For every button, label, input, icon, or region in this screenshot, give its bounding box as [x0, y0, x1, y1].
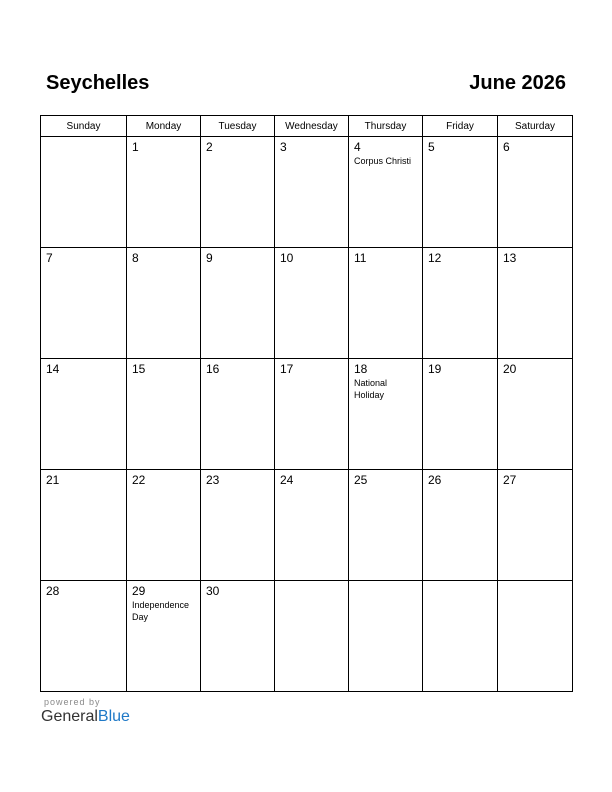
day-number: 30: [206, 584, 220, 598]
day-cell: [201, 581, 275, 692]
holiday-label: [423, 584, 497, 585]
holiday-label: [275, 487, 348, 488]
holiday-label: [127, 487, 200, 488]
day-cell: [41, 248, 127, 359]
day-number: 5: [428, 140, 435, 154]
day-number: 2: [206, 140, 213, 154]
holiday-label: [423, 376, 497, 377]
holiday-label: [201, 265, 274, 266]
brand-general-text: General: [41, 708, 98, 725]
holiday-label: [201, 154, 274, 155]
day-number: 13: [503, 251, 517, 265]
holiday-label: [498, 376, 572, 377]
holiday-label: [41, 487, 126, 488]
day-cell: [201, 470, 275, 581]
country-title: Seychelles: [46, 72, 150, 94]
holiday-label: [275, 584, 348, 585]
week-row: [41, 248, 573, 359]
holiday-label: [201, 598, 274, 599]
day-number: 10: [280, 251, 294, 265]
weekday-header: Friday: [423, 116, 498, 137]
holiday-label: [41, 598, 126, 599]
holiday-label: [201, 376, 274, 377]
day-number: 20: [503, 362, 517, 376]
day-cell: [41, 359, 127, 470]
holiday-label: [41, 376, 126, 377]
week-row: [41, 470, 573, 581]
day-number: 7: [46, 251, 53, 265]
week-row: [41, 137, 573, 248]
day-number: 8: [132, 251, 139, 265]
holiday-label: Corpus Christi: [354, 156, 412, 166]
day-cell: [498, 137, 573, 248]
day-cell: [423, 248, 498, 359]
day-number: 6: [503, 140, 510, 154]
day-number: 26: [428, 473, 442, 487]
day-number: 14: [46, 362, 60, 376]
holiday-label: [275, 154, 348, 155]
holiday-label: [127, 265, 200, 266]
day-cell: [498, 248, 573, 359]
day-cell: [498, 470, 573, 581]
holiday-label: [498, 584, 572, 585]
calendar-grid: [40, 115, 573, 692]
weekday-header: Saturday: [498, 116, 573, 137]
day-number: 19: [428, 362, 442, 376]
holiday-label: [41, 265, 126, 266]
holiday-label: [349, 487, 422, 488]
day-cell: [349, 359, 423, 470]
holiday-label: [127, 376, 200, 377]
holiday-label: [41, 140, 126, 141]
holiday-label: [349, 265, 422, 266]
day-cell: [349, 470, 423, 581]
day-cell: [275, 248, 349, 359]
day-number: 24: [280, 473, 294, 487]
holiday-label: National Holiday: [354, 378, 388, 400]
day-cell: [275, 581, 349, 692]
day-cell: [127, 248, 201, 359]
day-cell: [41, 137, 127, 248]
day-cell: [201, 248, 275, 359]
weekday-header: Monday: [127, 116, 201, 137]
holiday-label: [201, 487, 274, 488]
day-cell: [349, 581, 423, 692]
holiday-label: [423, 154, 497, 155]
day-number: 17: [280, 362, 294, 376]
holiday-label: [127, 154, 200, 155]
day-cell: [275, 137, 349, 248]
holiday-label: [423, 265, 497, 266]
day-number: 9: [206, 251, 213, 265]
day-number: 18: [354, 362, 368, 376]
powered-by-text: powered by: [44, 697, 101, 707]
day-number: 16: [206, 362, 220, 376]
week-row: [41, 581, 573, 692]
day-cell: [201, 359, 275, 470]
day-number: 22: [132, 473, 146, 487]
day-cell: [423, 137, 498, 248]
day-cell: [41, 581, 127, 692]
day-cell: [41, 470, 127, 581]
day-number: 28: [46, 584, 60, 598]
day-cell: [275, 470, 349, 581]
day-cell: [498, 359, 573, 470]
day-number: 11: [354, 251, 367, 265]
holiday-label: [349, 584, 422, 585]
holiday-label: [423, 487, 497, 488]
day-number: 29: [132, 584, 146, 598]
day-number: 3: [280, 140, 287, 154]
holiday-label: [275, 265, 348, 266]
holiday-label: Independence Day: [132, 600, 190, 622]
day-cell: [127, 137, 201, 248]
weekday-header: Thursday: [349, 116, 423, 137]
day-cell: [349, 137, 423, 248]
month-year-title: June 2026: [469, 72, 566, 94]
brand-blue-text: Blue: [97, 708, 130, 725]
day-number: 25: [354, 473, 368, 487]
holiday-label: [498, 154, 572, 155]
day-cell: [127, 470, 201, 581]
generalblue-logo[interactable]: [41, 708, 130, 726]
day-number: 23: [206, 473, 220, 487]
day-cell: [423, 470, 498, 581]
week-row: [41, 359, 573, 470]
weekday-header: Sunday: [41, 116, 127, 137]
holiday-label: [498, 265, 572, 266]
weekday-header-row: [41, 116, 573, 137]
day-number: 27: [503, 473, 517, 487]
holiday-label: [498, 487, 572, 488]
day-number: 1: [132, 140, 139, 154]
day-number: 21: [46, 473, 60, 487]
day-number: 4: [354, 140, 361, 154]
day-cell: [423, 581, 498, 692]
holiday-label: [275, 376, 348, 377]
day-number: 12: [428, 251, 442, 265]
day-number: 15: [132, 362, 146, 376]
day-cell: [127, 581, 201, 692]
day-cell: [349, 248, 423, 359]
day-cell: [201, 137, 275, 248]
day-cell: [498, 581, 573, 692]
weekday-header: Wednesday: [275, 116, 349, 137]
day-cell: [423, 359, 498, 470]
day-cell: [127, 359, 201, 470]
weekday-header: Tuesday: [201, 116, 275, 137]
day-cell: [275, 359, 349, 470]
